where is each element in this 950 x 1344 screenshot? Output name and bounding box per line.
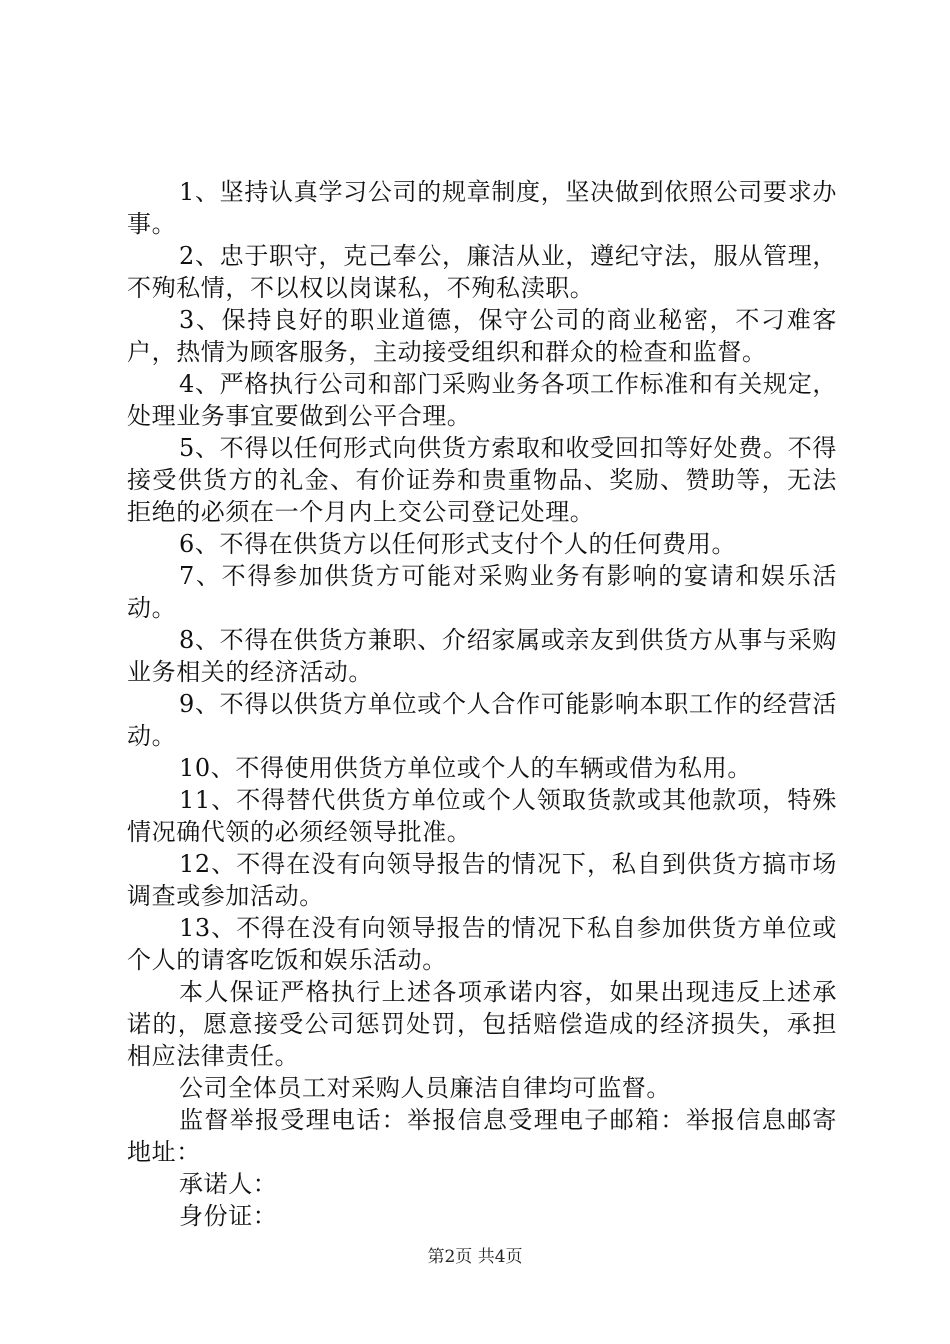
paragraph-9: 9、不得以供货方单位或个人合作可能影响本职工作的经营活动。 [127, 690, 837, 750]
paragraph-1: 1、坚持认真学习公司的规章制度，坚决做到依照公司要求办事。 [127, 178, 837, 238]
paragraph-12: 12、不得在没有向领导报告的情况下，私自到供货方搞市场调查或参加活动。 [127, 850, 837, 910]
page-indicator: 第2页 共4页 [427, 1247, 523, 1267]
paragraph-4: 4、严格执行公司和部门采购业务各项工作标准和有关规定，处理业务事宜要做到公平合理。 [127, 370, 837, 430]
paragraph-7: 7、不得参加供货方可能对采购业务有影响的宴请和娱乐活动。 [127, 562, 837, 622]
paragraph-11: 11、不得替代供货方单位或个人领取货款或其他款项，特殊情况确代领的必须经领导批准。 [127, 786, 837, 846]
supervision-note: 公司全体员工对采购人员廉洁自律均可监督。 [179, 1074, 671, 1102]
paragraph-13: 13、不得在没有向领导报告的情况下私自参加供货方单位或个人的请客吃饭和娱乐活动。 [127, 914, 837, 974]
paragraph-8: 8、不得在供货方兼职、介绍家属或亲友到供货方从事与采购业务相关的经济活动。 [127, 626, 837, 686]
report-contact-line: 监督举报受理电话：举报信息受理电子邮箱：举报信息邮寄地址： [127, 1106, 837, 1166]
page-footer [0, 1245, 950, 1269]
paragraph-6: 6、不得在供货方以任何形式支付个人的任何费用。 [179, 530, 737, 558]
pledge-statement: 本人保证严格执行上述各项承诺内容，如果出现违反上述承诺的，愿意接受公司惩罚处罚，包括赔偿造成的经济损失，承担相应法律责任。 [127, 978, 837, 1070]
pledger-field: 承诺人： [179, 1170, 278, 1198]
paragraph-5: 5、不得以任何形式向供货方索取和收受回扣等好处费。不得接受供货方的礼金、有价证券和贵重物品、奖励、赞助等，无法拒绝的必须在一个月内上交公司登记处理。 [127, 434, 837, 526]
paragraph-3: 3、保持良好的职业道德，保守公司的商业秘密，不刁难客户，热情为顾客服务，主动接受组织和群众的检查和监督。 [127, 306, 837, 366]
document-body [127, 176, 837, 1232]
paragraph-10: 10、不得使用供货方单位或个人的车辆或借为私用。 [179, 754, 752, 782]
paragraph-2: 2、忠于职守，克己奉公，廉洁从业，遵纪守法，服从管理，不殉私情，不以权以岗谋私，不殉私渎职。 [127, 242, 837, 302]
id-card-field: 身份证： [179, 1202, 278, 1230]
